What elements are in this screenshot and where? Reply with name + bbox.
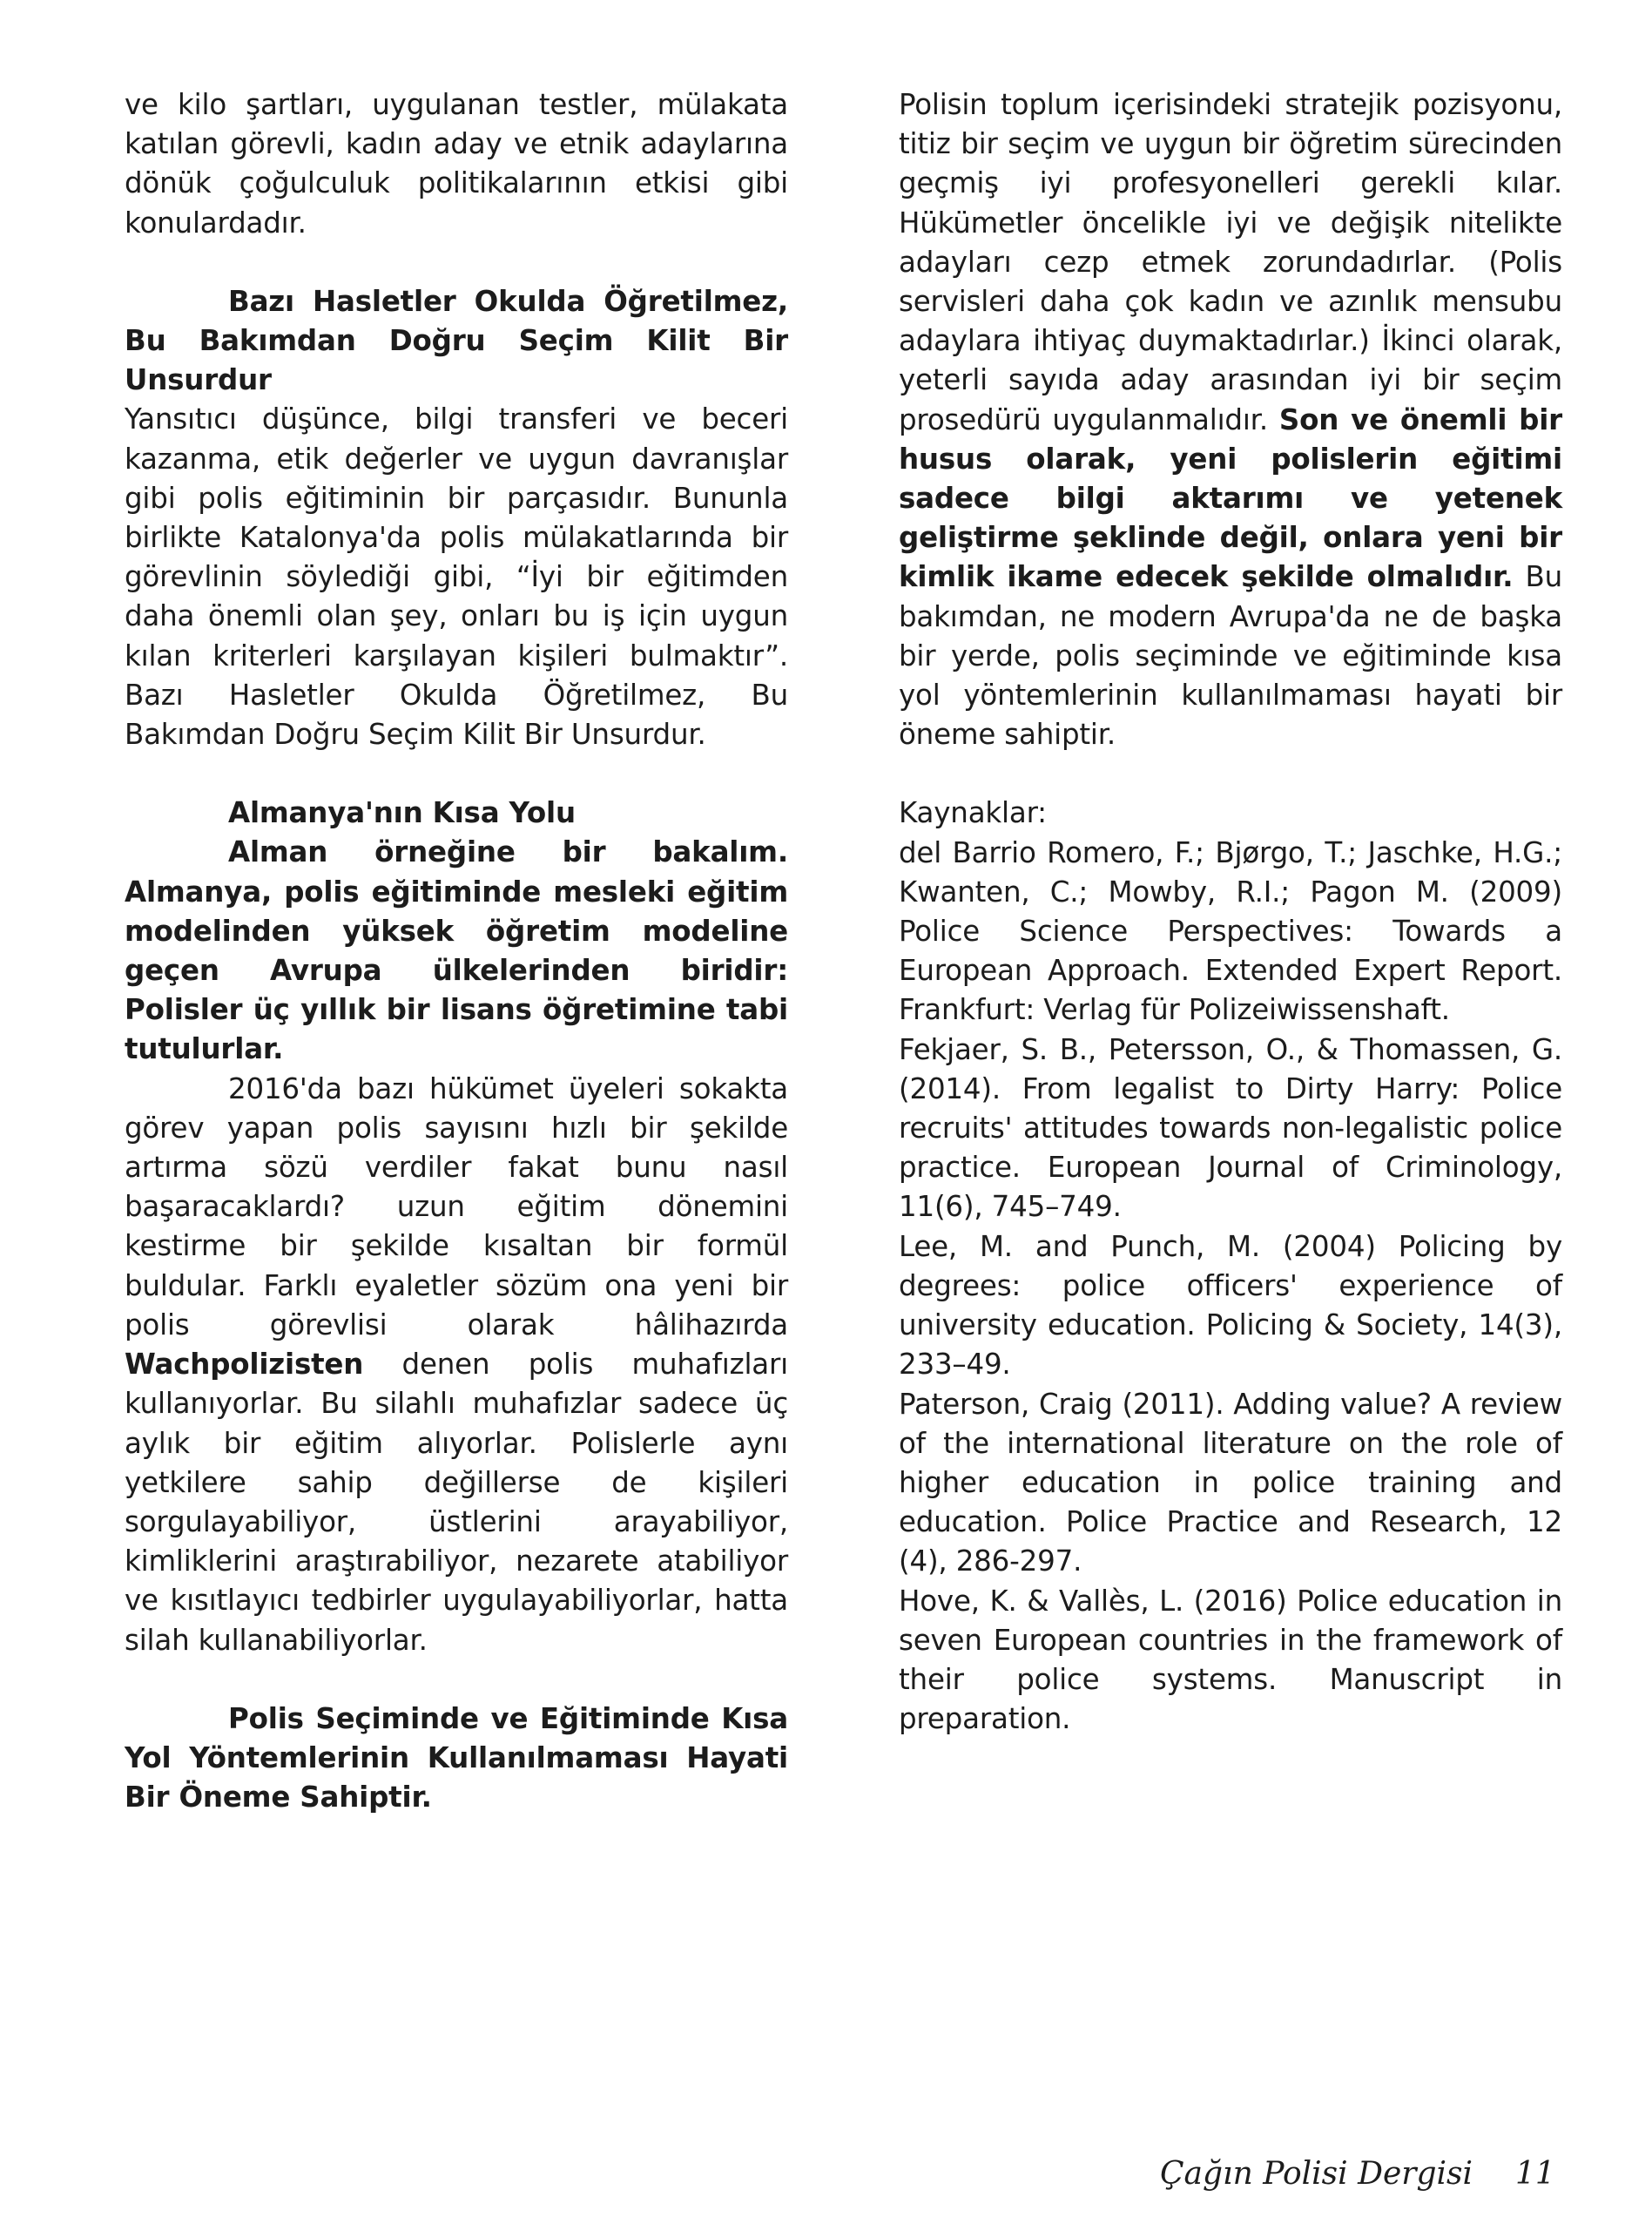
bold-paragraph: Alman örneğine bir bakalım. Almanya, polis eğitiminde mesleki eğitim modelinden yüksek öğretim modeline geçen Avrupa ülkelerinden biridir: Polisler üç yıllık bir lisans öğretimine tabi tutulurlar. (125, 835, 788, 1066)
spacer (125, 243, 788, 282)
emphasized-term: Wachpolizisten (125, 1348, 364, 1382)
spacer (125, 1660, 788, 1700)
spacer (125, 754, 788, 794)
section-heading: Bazı Hasletler Okulda Öğretilmez, Bu Bakımdan Doğru Seçim Kilit Bir Unsurdur (125, 284, 788, 397)
left-column (125, 85, 788, 1817)
reference-item: Lee, M. and Punch, M. (2004) Policing by degrees: police officers' experience of university education. Policing & Society, 14(3), 233–49. (899, 1229, 1562, 1382)
reference-item: Paterson, Craig (2011). Adding value? A review of the international literature on the role of higher education in police training and education. Police Practice and Research, 12 (4), 286-297. (899, 1387, 1562, 1578)
paragraph-text: 2016'da bazı hükümet üyeleri sokakta görev yapan polis sayısını hızlı bir şekilde artırma sözü verdiler fakat bunu nasıl başaracaklardı? uzun eğitim dönemini kestirme bir şekilde kısaltan bir formül buldular. Farklı eyaletler sözüm ona yeni bir polis görevlisi olarak hâlihazırda (125, 1071, 788, 1341)
references-title: Kaynaklar: (899, 796, 1047, 830)
paragraph-text: Bu bakımdan, ne modern Avrupa'da ne de başka bir yerde, polis seçiminde ve eğitiminde kısa yol yöntemlerinin kullanılmaması hayati bir öneme sahiptir. (899, 560, 1562, 752)
right-column (899, 85, 1562, 1739)
paragraph (125, 1070, 788, 1660)
section-heading: Polis Seçiminde ve Eğitiminde Kısa Yol Yöntemlerinin Kullanılmaması Hayati Bir Öneme Sahiptir. (125, 1701, 788, 1814)
spacer (899, 754, 1562, 794)
paragraph-text: denen polis muhafızları kullanıyorlar. Bu silahlı muhafızlar sadece üç aylık bir eğitim alıyorlar. Polislerle aynı yetkilere sahip değillerse de kişileri sorgulayabiliyor, üstlerini arayabiliyor, kimliklerini araştırabiliyor, nezarete atabiliyor ve kısıtlayıcı tedbirler uygulayabiliyorlar, hatta silah kullanabiliyorlar. (125, 1348, 788, 1657)
magazine-name: Çağın Polisi Dergisi (1160, 2156, 1473, 2192)
paragraph (899, 85, 1562, 754)
reference-item: Fekjaer, S. B., Petersson, O., & Thomassen, G. (2014). From legalist to Dirty Harry: Police recruits' attitudes towards non-legalistic police practice. European Journal of Criminology, 11(6), 745–749. (899, 1032, 1562, 1224)
paragraph-text: Polisin toplum içerisindeki stratejik pozisyonu, titiz bir seçim ve uygun bir öğretim sürecinden geçmiş iyi profesyonelleri gerekli kılar. Hükümetler öncelikle iyi ve değişik nitelikte adayları cezp etmek zorundadırlar. (Polis servisleri daha çok kadın ve azınlık mensubu adaylara ihtiyaç duymaktadırlar.) İkinci olarak, yeterli sayıda aday arasından iyi bir seçim prosedürü uygulanmalıdır. (899, 88, 1562, 436)
page-footer (0, 2156, 1652, 2208)
reference-item: del Barrio Romero, F.; Bjørgo, T.; Jaschke, H.G.; Kwanten, C.; Mowby, R.I.; Pagon M. (2009) Police Science Perspectives: Towards a European Approach. Extended Expert Report. Frankfurt: Verlag für Polizeiwissenshaft. (899, 835, 1562, 1027)
section-heading: Almanya'nın Kısa Yolu (228, 796, 576, 830)
bold-text: Son ve önemli bir husus olarak, yeni polislerin eğitimi sadece bilgi aktarımı ve yetenek geliştirme şeklinde değil, onlara yeni bir kimlik ikame edecek şekilde olmalıdır. (899, 402, 1562, 594)
paragraph: Yansıtıcı düşünce, bilgi transferi ve beceri kazanma, etik değerler ve uygun davranışlar gibi polis eğitiminin bir parçasıdır. Bununla birlikte Katalonya'da polis mülakatlarında bir görevlinin söylediği gibi, “İyi bir eğitimden daha önemli olan şey, onları bu iş için uygun kılan kriterleri karşılayan kişileri bulmaktır”. Bazı Hasletler Okulda Öğretilmez, Bu Bakımdan Doğru Seçim Kilit Bir Unsurdur. (125, 402, 788, 752)
paragraph: ve kilo şartları, uygulanan testler, mülakata katılan görevli, kadın aday ve etnik adaylarına dönük çoğulculuk politikalarının etkisi gibi konulardadır. (125, 88, 788, 240)
reference-item: Hove, K. & Vallès, L. (2016) Police education in seven European countries in the framework of their police systems. Manuscript in preparation. (899, 1584, 1562, 1736)
page-number: 11 (1515, 2156, 1555, 2192)
